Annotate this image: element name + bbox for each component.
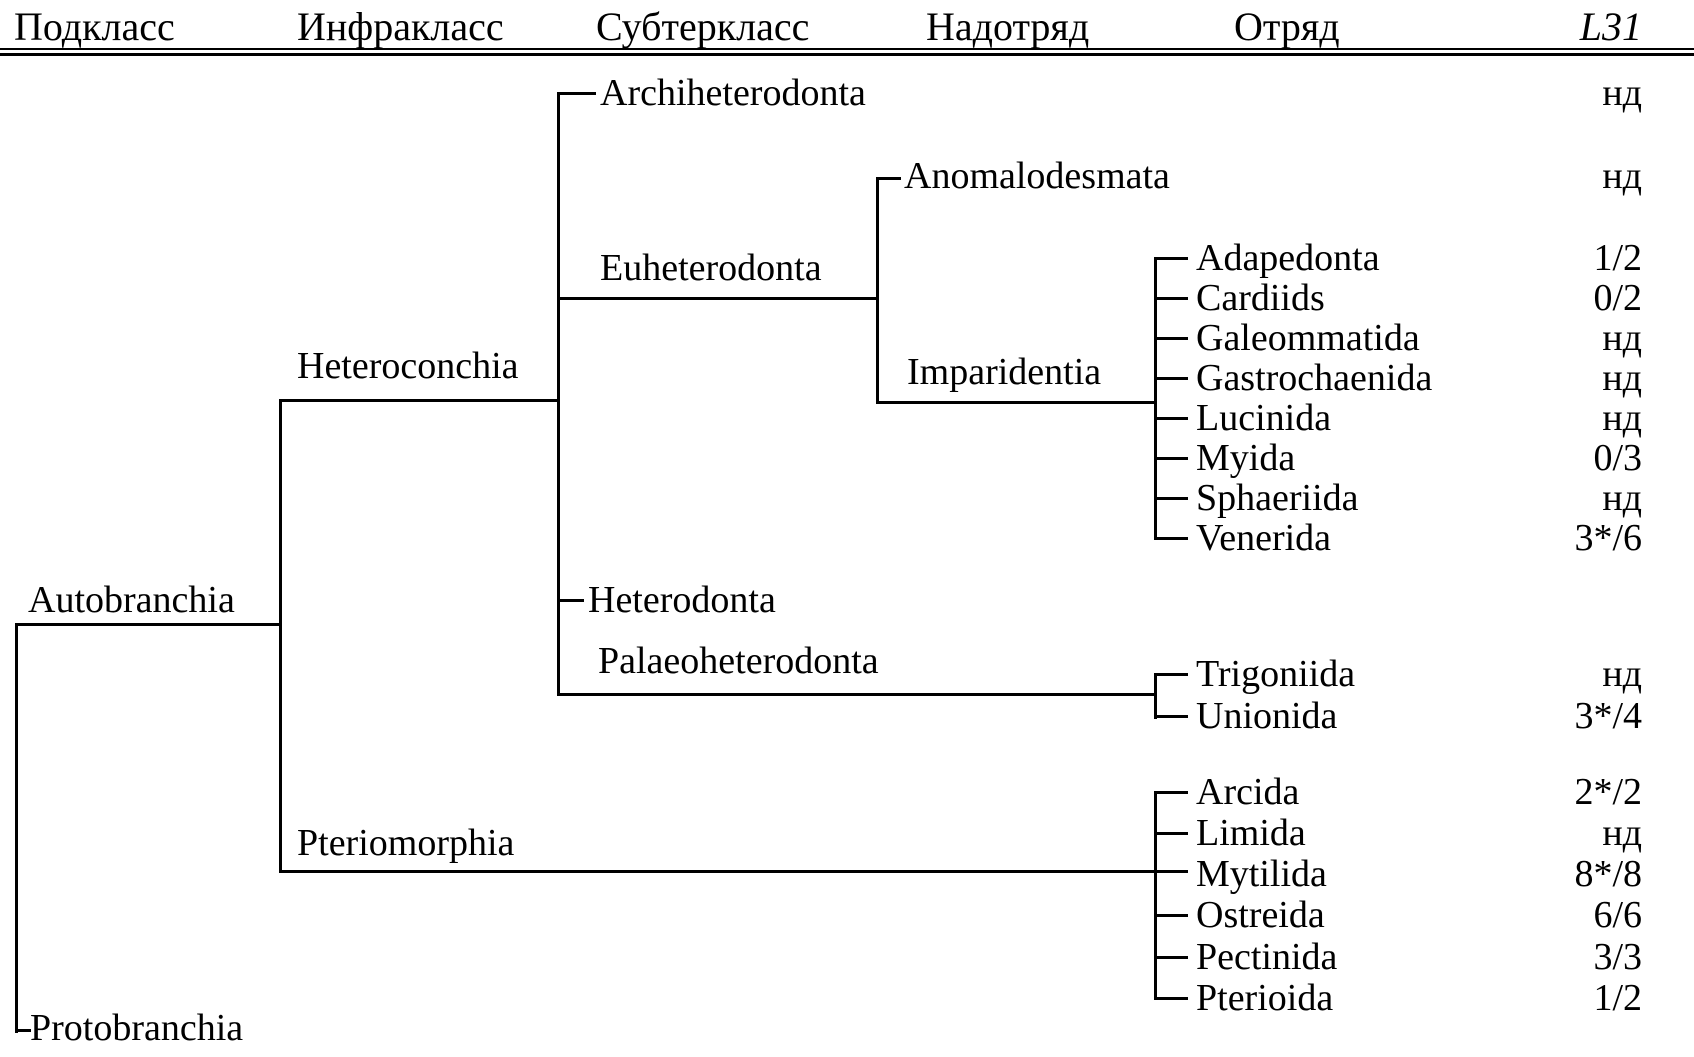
column-header-superorder: Надотряд [926, 4, 1090, 49]
l31-value-galeommatida: нд [1602, 317, 1642, 359]
node-imparidentia: Imparidentia [907, 351, 1102, 393]
column-header-subclass: Подкласс [14, 4, 175, 49]
order-unionida: Unionida [1196, 695, 1338, 737]
column-header-subterclass: Субтеркласс [596, 4, 810, 49]
node-autobranchia: Autobranchia [28, 579, 235, 621]
node-protobranchia: Protobranchia [30, 1007, 244, 1049]
tree-line-heterodonta-tick [557, 599, 584, 602]
l31-value-pectinida: 3/3 [1593, 936, 1642, 978]
node-euheterodonta: Euheterodonta [600, 247, 822, 289]
tree-line-root-vertical [15, 624, 18, 1033]
order-galeommatida: Galeommatida [1196, 317, 1420, 359]
tree-line-palaeoheterodonta-bracket [1154, 673, 1157, 719]
tree-line-heteroconchia-children [557, 92, 560, 696]
l31-value-arcida: 2*/2 [1574, 771, 1642, 813]
l31-value-lucinida: нд [1602, 397, 1642, 439]
header-rule [0, 48, 1694, 56]
order-myida: Myida [1196, 437, 1296, 479]
tree-line-tick-cardiids [1154, 297, 1188, 300]
l31-value-archiheterodonta: нд [1602, 72, 1642, 114]
tree-line-tick-lucinida [1154, 417, 1188, 420]
order-pectinida: Pectinida [1196, 936, 1338, 978]
node-palaeoheterodonta: Palaeoheterodonta [598, 640, 879, 682]
column-header-l31: L31 [1579, 4, 1642, 49]
tree-line-pteriomorphia-bracket [1154, 791, 1157, 1000]
l31-value-unionida: 3*/4 [1574, 695, 1642, 737]
order-venerida: Venerida [1196, 517, 1332, 559]
tree-line-autobranchia-branch [15, 623, 282, 626]
tree-line-tick-mytilida [1154, 870, 1188, 873]
tree-line-tick-limida [1154, 832, 1188, 835]
l31-value-anomalodesmata: нд [1602, 155, 1642, 197]
node-archiheterodonta: Archiheterodonta [600, 72, 866, 114]
tree-line-palaeoheterodonta-branch [557, 693, 1157, 696]
column-header-infraclass: Инфракласс [297, 4, 504, 49]
tree-line-autobranchia-children [279, 399, 282, 873]
l31-value-sphaeriida: нд [1602, 477, 1642, 519]
l31-value-myida: 0/3 [1593, 437, 1642, 479]
l31-value-trigoniida: нд [1602, 653, 1642, 695]
tree-line-imparidentia-branch [876, 401, 1157, 404]
tree-line-tick-pterioida [1154, 997, 1188, 1000]
node-heterodonta: Heterodonta [588, 579, 776, 621]
tree-line-heteroconchia-branch [279, 399, 560, 402]
l31-value-gastrochaenida: нд [1602, 357, 1642, 399]
tree-line-tick-ostreida [1154, 914, 1188, 917]
order-pterioida: Pterioida [1196, 977, 1334, 1019]
tree-line-pteriomorphia-branch [279, 870, 1157, 873]
tree-line-protobranchia-tick [15, 1029, 31, 1032]
l31-value-adapedonta: 1/2 [1593, 237, 1642, 279]
tree-line-tick-gastrochaenida [1154, 377, 1188, 380]
tree-line-euheterodonta-children [876, 177, 879, 404]
tree-line-tick-sphaeriida [1154, 497, 1188, 500]
tree-line-anomalodesmata-tick [876, 177, 901, 180]
order-cardiids: Cardiids [1196, 277, 1325, 319]
order-lucinida: Lucinida [1196, 397, 1332, 439]
node-heteroconchia: Heteroconchia [297, 345, 519, 387]
l31-value-venerida: 3*/6 [1574, 517, 1642, 559]
tree-line-tick-galeommatida [1154, 337, 1188, 340]
tree-line-tick-adapedonta [1154, 257, 1188, 260]
l31-value-pterioida: 1/2 [1593, 977, 1642, 1019]
l31-value-cardiids: 0/2 [1593, 277, 1642, 319]
l31-value-limida: нд [1602, 812, 1642, 854]
order-limida: Limida [1196, 812, 1306, 854]
order-sphaeriida: Sphaeriida [1196, 477, 1359, 519]
tree-line-tick-myida [1154, 457, 1188, 460]
tree-line-tick-venerida [1154, 537, 1188, 540]
node-anomalodesmata: Anomalodesmata [904, 155, 1170, 197]
order-arcida: Arcida [1196, 771, 1300, 813]
tree-line-euheterodonta-branch [557, 297, 879, 300]
tree-line-archiheterodonta-tick [557, 92, 596, 95]
order-gastrochaenida: Gastrochaenida [1196, 357, 1433, 399]
order-ostreida: Ostreida [1196, 894, 1325, 936]
column-header-order: Отряд [1234, 4, 1340, 49]
order-trigoniida: Trigoniida [1196, 653, 1356, 695]
order-mytilida: Mytilida [1196, 853, 1327, 895]
tree-line-tick-unionida [1154, 715, 1188, 718]
node-pteriomorphia: Pteriomorphia [297, 822, 515, 864]
l31-value-ostreida: 6/6 [1593, 894, 1642, 936]
tree-line-tick-pterioida-pectinida [1154, 956, 1188, 959]
l31-value-mytilida: 8*/8 [1574, 853, 1642, 895]
tree-line-tick-arcida [1154, 791, 1188, 794]
order-adapedonta: Adapedonta [1196, 237, 1380, 279]
tree-line-tick-trigoniida [1154, 673, 1188, 676]
